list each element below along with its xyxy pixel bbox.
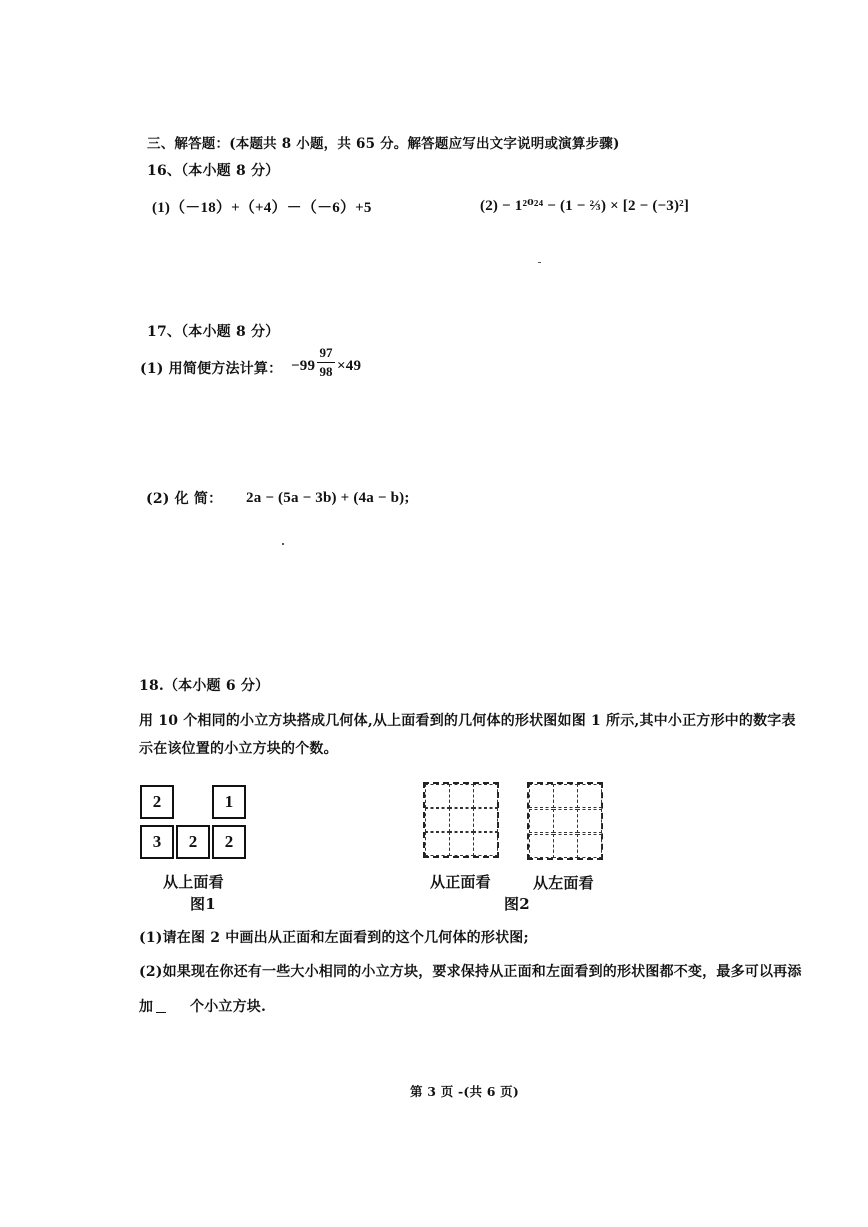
fig1-view-label: 从上面看 xyxy=(163,873,224,891)
q16-part1: (1)（－18）+（+4）－（－6）+5 xyxy=(152,200,372,216)
grid-cell xyxy=(473,832,498,856)
grid-cell xyxy=(577,809,602,833)
fraction-bar xyxy=(317,362,335,363)
grid-cell xyxy=(449,808,474,832)
grid-cell xyxy=(577,784,602,808)
q17-part1-suffix: ×49 xyxy=(337,358,362,374)
q16-part2: (2) − 1²⁰²⁴ − (1 − ⅔) × [2 − (−3)²] xyxy=(480,198,690,214)
grid-cell xyxy=(553,809,578,833)
scan-speck xyxy=(282,543,284,545)
grid-cell xyxy=(449,832,474,856)
grid-cell xyxy=(577,834,602,858)
figure2-left-grid xyxy=(527,782,603,860)
q17-part1-label: (1) 用简便方法计算： xyxy=(140,361,283,377)
answer-blank[interactable] xyxy=(156,1012,166,1013)
grid-cell xyxy=(529,784,554,808)
q17-part2-expr: 2a − (5a − 3b) + (4a − b); xyxy=(246,490,410,506)
grid-cell xyxy=(529,834,554,858)
fig2-left-label: 从左面看 xyxy=(533,874,594,892)
q18-sub2-line2-b: 个小立方块. xyxy=(190,999,267,1015)
grid-cell xyxy=(473,808,498,832)
fig1-cell: 2 xyxy=(176,825,210,859)
fig1-cell: 1 xyxy=(212,785,246,819)
fig2-front-label: 从正面看 xyxy=(430,873,491,891)
fig1-cell: 2 xyxy=(140,785,174,819)
figure1-top-view xyxy=(140,785,250,863)
grid-cell xyxy=(449,784,474,808)
q18-line2: 示在该位置的小立方块的个数。 xyxy=(139,741,338,757)
q18-line1: 用 10 个相同的小立方块搭成几何体,从上面看到的几何体的形状图如图 1 所示,其中小正方形中的数字表 xyxy=(139,713,796,729)
section-heading: 三、解答题：(本题共 8 小题，共 65 分。解答题应写出文字说明或演算步骤) xyxy=(147,136,620,152)
q17-part2-label: (2) 化 简： xyxy=(146,491,223,507)
grid-cell xyxy=(425,832,450,856)
fig1-cell: 2 xyxy=(212,825,246,859)
q17-part1-fraction xyxy=(317,345,335,380)
q16-title: 16、（本小题 8 分） xyxy=(147,163,280,179)
figure2-front-grid xyxy=(423,782,499,858)
fig1-caption: 图1 xyxy=(190,895,216,913)
fig2-caption: 图2 xyxy=(504,895,530,913)
page-footer: 第 3 页 -(共 6 页) xyxy=(410,1084,519,1099)
q17-title: 17、（本小题 8 分） xyxy=(147,324,280,340)
grid-cell xyxy=(529,809,554,833)
q17-part1-prefix: −99 xyxy=(291,358,316,374)
scan-speck xyxy=(538,262,541,263)
q18-sub1: (1)请在图 2 中画出从正面和左面看到的这个几何体的形状图; xyxy=(139,930,529,946)
q18-title: 18.（本小题 6 分） xyxy=(139,678,270,694)
grid-cell xyxy=(553,834,578,858)
grid-cell xyxy=(553,784,578,808)
grid-cell xyxy=(425,784,450,808)
grid-cell xyxy=(425,808,450,832)
grid-cell xyxy=(473,784,498,808)
fig1-cell: 3 xyxy=(140,825,174,859)
fraction-numerator: 97 xyxy=(319,345,333,360)
q18-sub2-line2-a: 加 xyxy=(139,999,154,1015)
q18-sub2-line1: (2)如果现在你还有一些大小相同的小立方块，要求保持从正面和左面看到的形状图都不变，最多可以再添 xyxy=(139,964,802,980)
fraction-denominator: 98 xyxy=(319,364,333,379)
